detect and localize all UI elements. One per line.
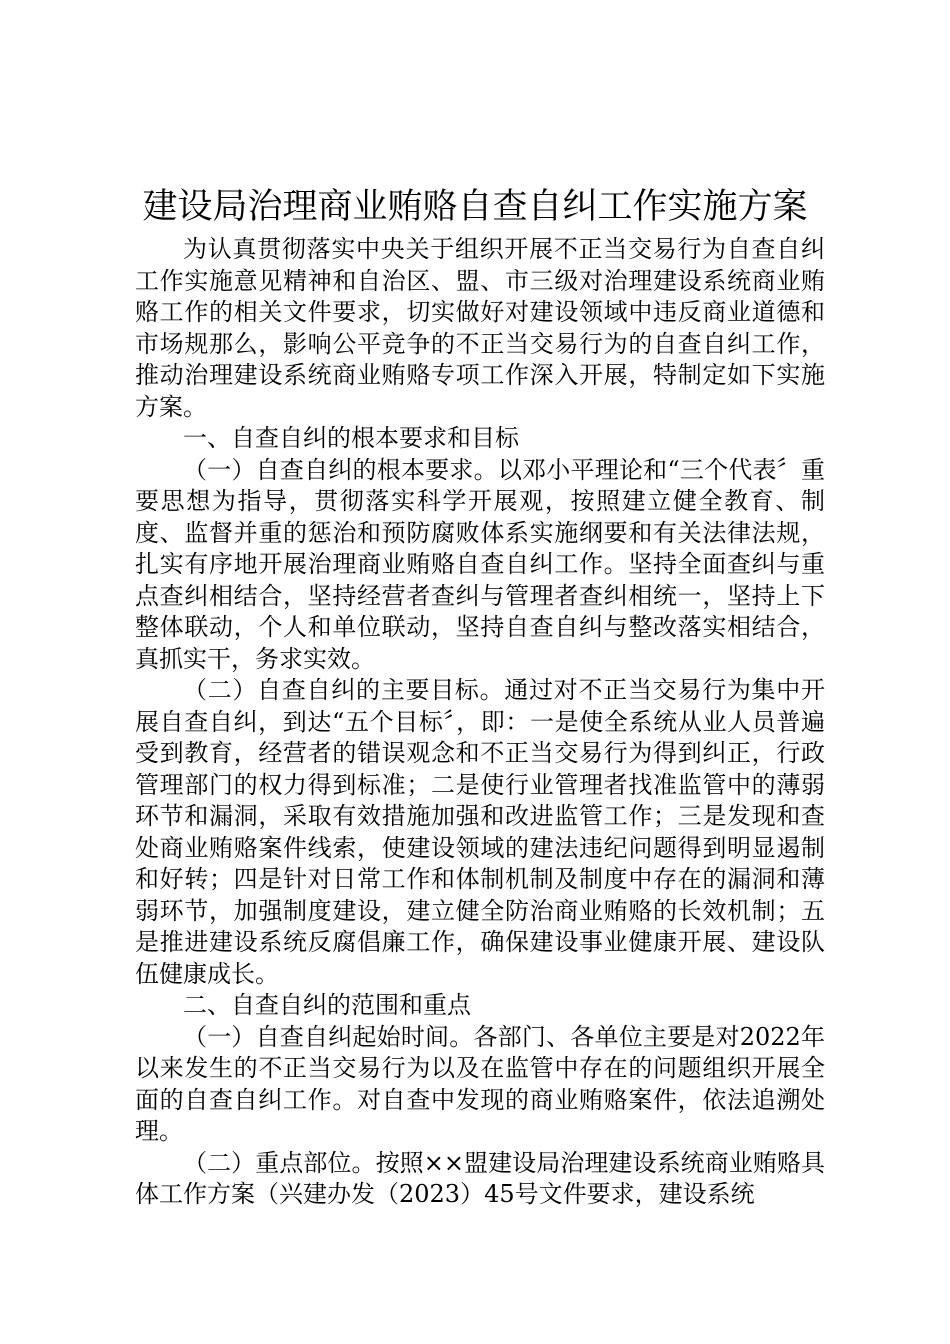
document-title: 建设局治理商业贿赂自查自纠工作实施方案: [142, 187, 808, 227]
document-body: [135, 234, 825, 1211]
paragraph-start-time: （一）自查自纠起始时间。各部门、各单位主要是对2022年以来发生的不正当交易行为以及在监管中存在的问题组织开展全面的自查自纠工作。对自查中发现的商业贿赂案件，依法追溯处理。: [135, 1022, 825, 1145]
heading-section-1: 一、自查自纠的根本要求和目标: [183, 424, 519, 452]
heading-section-2: 二、自查自纠的范围和重点: [183, 991, 471, 1019]
paragraph-objectives: （二）自查自纠的主要目标。通过对不正当交易行为集中开展自查自纠，到达“五个目标〞，即：一是使全系统从业人员普遍受到教育，经营者的错误观念和不正当交易行为得到纠正，行政管理部门的权力得到标准；二是使行业管理者找准监管中的薄弱环节和漏洞，采取有效措施加强和改进监管工作；三是发现和查处商业贿赂案件线索，使建设领域的建法违纪问题得到明显遏制和好转；四是针对日常工作和体制机制及制度中存在的漏洞和薄弱环节，加强制度建设，建立健全防治商业贿赂的长效机制；五是推进建设系统反腐倡廉工作，确保建设事业健康开展、建设队伍健康成长。: [135, 676, 825, 988]
paragraph-key-areas: （二）重点部位。按照××盟建设局治理建设系统商业贿赂具体工作方案（兴建办发（2023）45号文件要求，建设系统: [135, 1148, 825, 1208]
paragraph-requirements: （一）自查自纠的根本要求。以邓小平理论和“三个代表〞重要思想为指导，贯彻落实科学开展观，按照建立健全教育、制度、监督并重的惩治和预防腐败体系实施纲要和有关法律法规，扎实有序地开展治理商业贿赂自查自纠工作。坚持全面查纠与重点查纠相结合，坚持经营者查纠与管理者查纠相统一，坚持上下整体联动，个人和单位联动，坚持自查自纠与整改落实相结合，真抓实干，务求实效。: [135, 455, 825, 673]
paragraph-intro: 为认真贯彻落实中央关于组织开展不正当交易行为自查自纠工作实施意见精神和自治区、盟、市三级对治理建设系统商业贿赂工作的相关文件要求，切实做好对建设领域中违反商业道德和市场规那么，影响公平竞争的不正当交易行为的自查自纠工作，推动治理建设系统商业贿赂专项工作深入开展，特制定如下实施方案。: [135, 235, 825, 421]
